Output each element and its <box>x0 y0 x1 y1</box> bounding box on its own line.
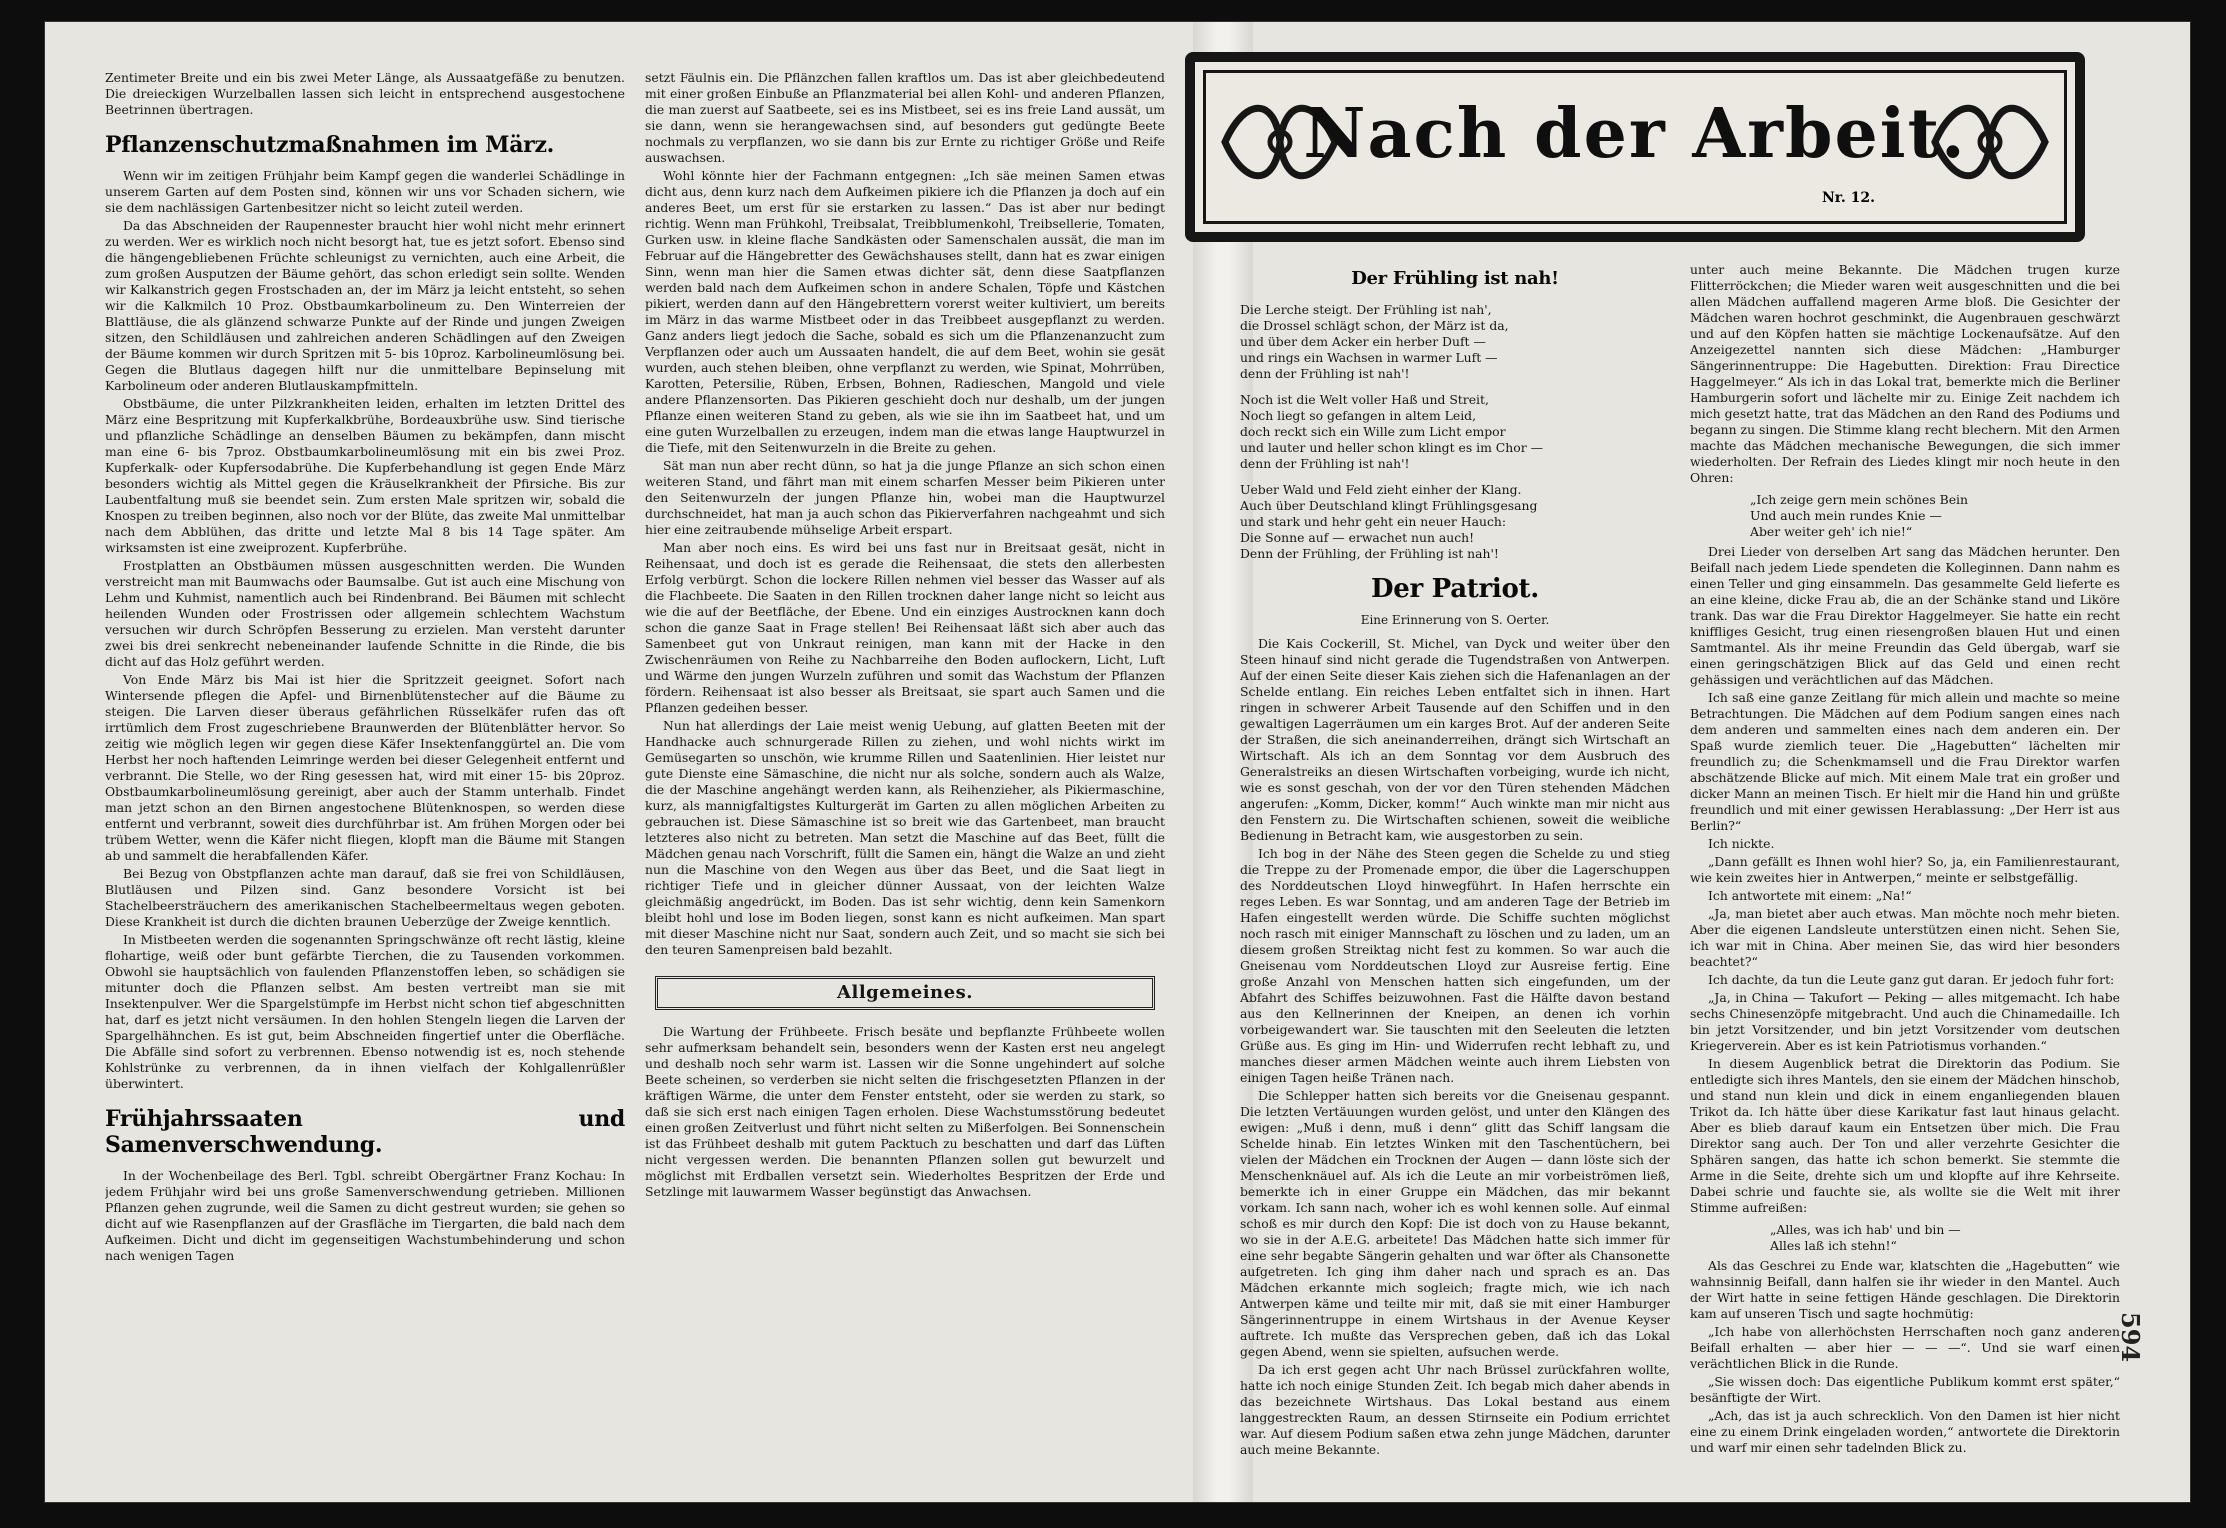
paragraph: Sät man nun aber recht dünn, so hat ja die junge Pflanze an sich schon einen weiteren Stand, und fährt man mit einem scharfen Messer beim Pikieren unter den Seitenwurzeln der jungen Pflanze hin, wobei man die Hauptwurzel durchschneidet, hat man ja auch schon das Pikierverfahren nachgeahmt und sich hier eine zeitraubende mühselige Arbeit erspart. <box>645 458 1165 537</box>
paragraph: unter auch meine Bekannte. Die Mädchen trugen kurze Flitterröckchen; die Mieder waren weit ausgeschnitten und die bei allen Mädchen auffallend mageren Arme bloß. Die Gesichter der Mädchen waren hochrot geschminkt, die Augenbrauen geschwärzt und auf den Köpfen hatten sie mächtige Lockenaufsätze. Auf den Anzeigezettel nannten sich diese Mädchen: „Hamburger Sängerinnentruppe: Die Hagebutten. Direktion: Frau Directice Haggelmeyer.“ Als ich in das Lokal trat, bemerkte mich die Berliner Hamburgerin sofort und lächelte mir zu. Einige Zeit nachdem ich mich gesetzt hatte, trat das Mädchen an den Rand des Podiums und begann zu singen. Die Stimme klang recht blechern. Mit den Armen machte das Mädchen mechanische Bewegungen, die sich immer wiederholten. Der Refrain des Liedes klingt mir noch heute in den Ohren: <box>1690 262 2120 485</box>
paragraph: Ich nickte. <box>1708 836 1775 851</box>
stanza-gap <box>1240 382 1670 392</box>
paragraph: In diesem Augenblick betrat die Direktorin das Podium. Sie entledigte sich ihres Mantels, den sie einem der Mädchen hinschob, und stand nun klein und dick in einem enganliegenden blauen Trikot da. Ich hätte über diese Karikatur fast laut hinaus gelacht. Aber es blieb darauf kaum ein Entsetzen über mich. Die Frau Direktor sang auch. Der Ton und aller verzehrte Gesichter die Sphären sangen, das hatte ich schon bemerkt. Sie stemmte die Arme in die Seite, drehte sich um und klopfte auf ihre Kehrseite. Dabei schrie und fauchte sie, als wollte sie die Welt mit ihrer Stimme aufreißen: <box>1690 1056 2120 1215</box>
column-intro: Zentimeter Breite und ein bis zwei Meter Länge, als Aussaatgefäße zu benutzen. Die dreieckigen Wurzelballen lassen sich leicht in entsprechend ausgestochene Beetrinnen übertragen. <box>105 70 625 117</box>
masthead-title: Nach der Arbeit. <box>1303 94 1967 174</box>
paragraph: In Mistbeeten werden die sogenannten Springschwänze oft recht lästig, kleine flohartige, weiß oder bunt gefärbte Tierchen, die zu Tausenden vorkommen. Obwohl sie hauptsächlich von faulenden Pflanzenstoffen leben, so schädigen sie mitunter doch die Pflanzen selbst. Am besten vertreibt man sie mit Insektenpulver. Wer die Spargelstümpfe im Herbst nicht schon tief abgeschnitten hat, darf es jetzt nicht versäumen. In den hohlen Stengeln liegen die Larven der Spargelhähnchen. Es ist gut, beim Abschneiden fingertief unter die Oberfläche. Die Abfälle sind sofort zu verbrennen. Ebenso notwendig ist es, noch stehende Kohlstrünke zu verbrennen, da in ihnen vielfach der Kohlgallenrüßler überwintert. <box>105 932 625 1091</box>
verse-line: Auch über Deutschland klingt Frühlingsgesang <box>1240 498 1538 513</box>
paragraph: Von Ende März bis Mai ist hier die Spritzzeit geeignet. Sofort nach Wintersende pflegen die Apfel- und Birnenblütenstecher auf die Bäume zu steigen. Die Larven dieser überaus gefährlichen Rüsselkäfer rufen das oft irrtümlich dem Frost zugeschriebene Braunwerden der Blütenblätter hervor. So zeitig wie möglich legen wir gegen diese Käfer Insektenfanggürtel an. Die vom Herbst her noch haftenden Leimringe werden bei dieser Gelegenheit entfernt und verbrannt. Die Stelle, wo der Ring gesessen hat, wird mit einer 15- bis 20proz. Obstbaumkarbolineumlösung gereinigt, aber auch der Stamm unterhalb. Findet man jetzt schon an den Birnen angestochene Blütenknospen, so werden diese entfernt und verbrannt, soweit dies durchführbar ist. Am frühen Morgen oder bei trübem Wetter, wenn die Käfer nicht fliegen, klopft man die Bäume mit Stangen ab und sammelt die herabfallenden Käfer. <box>105 672 625 863</box>
poem-title: Der Frühling ist nah! <box>1351 268 1559 289</box>
paragraph: Die Wartung der Frühbeete. Frisch besäte und bepflanzte Frühbeete wollen sehr aufmerksam behandelt sein, besonders wenn der Kasten erst neu angelegt und deshalb noch sehr warm ist. Lassen wir die Sonne ungehindert auf solche Beete scheinen, so verderben sie nicht selten die frischgesetzten Pflanzen in der kräftigen Wärme, die unter dem Fenster entsteht, oder sie werden zu stark, so daß sie sich erst nach einigen Tagen erholen. Diese Wachstumsstörung bedeutet einen großen Zeitverlust und führt nicht selten zu Mißerfolgen. Bei Sonnenschein ist das Frühbeet deshalb mit gutem Packtuch zu beschatten und darf das Lüften nicht vergessen werden. Die benannten Pflanzen sollen gut bewurzelt und möglichst mit Erdballen versetzt sein. Wiederholtes Bespritzen der Erde und Setzlinge mit lauwarmem Wasser begünstigt das Anwachsen. <box>645 1024 1165 1199</box>
headline-fruehjahrssaaten: Frühjahrssaaten und Samenverschwendung. <box>105 1106 625 1158</box>
verse-line: Die Sonne auf — erwachet nun auch! <box>1240 530 1475 545</box>
page-number: 594 <box>2116 1312 2145 1363</box>
verse-line: Alles laß ich stehn!“ <box>1770 1238 1897 1253</box>
paragraph: Wenn wir im zeitigen Frühjahr beim Kampf gegen die wanderlei Schädlinge in unserem Garten auf dem Posten sind, können wir uns vor Schaden sichern, wie sie dem nachlässigen Gartenbesitzer nicht so leicht zuteil werden. <box>105 168 625 215</box>
right-column-1 <box>1240 262 1670 1472</box>
verse-line: Aber weiter geh' ich nie!“ <box>1750 524 1913 539</box>
paragraph: Ich dachte, da tun die Leute ganz gut daran. Er jedoch fuhr fort: <box>1708 972 2115 987</box>
verse-line: Denn der Frühling, der Frühling ist nah'! <box>1240 546 1499 561</box>
paragraph: Nun hat allerdings der Laie meist wenig Uebung, auf glatten Beeten mit der Handhacke auch schnurgerade Rillen zu ziehen, und wohl nichts wirkt im Gemüsegarten so unschön, wie krumme Rillen und Saatenlinien. Hier leistet nur gute Dienste eine Sämaschine, die nicht nur als solche, sondern auch als Walze, die der Maschine angehängt werden kann, als Reihenzieher, als Pikiermaschine, kurz, als mannigfaltigstes Kulturgerät im Garten zu allen möglichen Arbeiten zu gebrauchen ist. Diese Sämaschine ist so breit wie das Gartenbeet, man braucht letzteres also nicht zu betreten. Man setzt die Maschine auf das Beet, füllt die Mädchen genau nach Vorschrift, füllt die Samen ein, hängt die Walze an und zieht nun die Maschine von den Wegen aus über das Beet, und die Saat liegt in richtiger Tiefe und in gleicher dünner Aussaat, von der leichten Walze gleichmäßig angedrückt, im Boden. Das ist sehr wichtig, denn kein Samenkorn bleibt hohl und lose im Boden liegen, sonst kann es nicht aufkeimen. Man spart mit dieser Maschine nicht nur Saat, sondern auch Zeit, und so macht sie sich bei den teuren Samenpreisen bald bezahlt. <box>645 718 1165 957</box>
paragraph: Obstbäume, die unter Pilzkrankheiten leiden, erhalten im letzten Drittel des März eine Bespritzung mit Kupferkalkbrühe, Bordeauxbrühe usw. Sind tierische und pflanzliche Schädlinge an denselben Bäumen zu bekämpfen, dann mischt man eine 6- bis 7proz. Obstbaumkarbolineumlösung mit ein bis zwei Proz. Kupferkalk- oder Kupfersodabrühe. Die Kupferbehandlung ist gegen Ende März besonders wichtig als Mittel gegen die Kräuselkrankheit der Pfirsiche. Bis zur Laubentfaltung muß sie beendet sein. Zum ersten Male spritzen wir, sobald die Knospen zu treiben beginnen, also noch vor der Blüte, das zweite Mal unmittelbar nach dem Abblühen, das dritte und letzte Mal 8 bis 14 Tage später. Am wirksamsten ist eine zweiprozent. Kupferbrühe. <box>105 396 625 555</box>
paragraph: In der Wochenbeilage des Berl. Tgbl. schreibt Obergärtner Franz Kochau: In jedem Frühjahr wird bei uns große Samenverschwendung getrieben. Millionen Pflanzen gehen zugrunde, weil die Samen zu dicht gestreut wurden; sie gehen so dicht auf wie Rasenpflanzen auf der Grasfläche im Tiergarten, die bald nach dem Aufkeimen. Dicht und dicht im gegenseitigen Wachstumbehinderung und schon nach wenigen Tagen <box>105 1168 625 1263</box>
right-column-2 <box>1690 262 2120 1472</box>
verse-line: denn der Frühling ist nah'! <box>1240 366 1410 381</box>
verse-line: und über dem Acker ein herber Duft — <box>1240 334 1486 349</box>
song-refrain-2 <box>1690 1222 2120 1254</box>
paragraph: „Sie wissen doch: Das eigentliche Publikum kommt erst später,“ besänftigte der Wirt. <box>1690 1374 2120 1405</box>
verse-line: die Drossel schlägt schon, der März ist da, <box>1240 318 1509 333</box>
story-byline: Eine Erinnerung von S. Oerter. <box>1360 613 1550 627</box>
paragraph: Die Kais Cockerill, St. Michel, van Dyck und weiter über den Steen hinauf sind nicht gerade die Tugendstraßen von Antwerpen. Auf der einen Seite dieser Kais ziehen sich die Hafenanlagen an der Schelde entlang. Ein reiches Leben entfaltet sich in ihnen. Hart ringen in schwerer Arbeit Tausende auf den Schiffen und in den gewaltigen Lagerräumen um ein karges Brot. Auf der anderen Seite der Straßen, die sich aneinanderreihen, drängt sich Wirtschaft an Wirtschaft. Als ich an dem Sonntag vor dem Ausbruch des Generalstreiks an diesen Wirtschaften vorbeiging, wurde ich nicht, wie es sonst geschah, von der vor den Türen stehenden Mädchen angerufen: „Komm, Dicker, komm!“ Auch winkte man mir nicht aus den Fenstern zu. Die Wirtschaften schienen, soweit die weibliche Bedienung in Betracht kam, wie ausgestorben zu sein. <box>1240 636 1670 843</box>
stanza-gap <box>1240 472 1670 482</box>
paragraph: Man aber noch eins. Es wird bei uns fast nur in Breitsaat gesät, nicht in Reihensaat, und doch ist es gerade die Reihensaat, die stets den allerbesten Erfolg verbürgt. Schon die lockere Rillen nehmen viel besser das Wasser auf als die Flachbeete. Die Saaten in den Rillen trocknen daher lange nicht so leicht aus wie die auf der Beetfläche, der Ebene. Und ein einziges Austrocknen kann doch schon die ganze Saat in Frage stellen! Bei Reihensaat läßt sich aber auch das Samenbeet gut von Unkraut reinigen, man kann mit der Hacke in den Zwischenräumen von Reihe zu Nachbarreihe den Boden auflockern, Licht, Luft und Wärme den jungen Wurzeln zuführen und somit das Wachstum der Pflanzen fördern. Reihensaat ist also besser als Breitsaat, sie spart auch Samen und die Pflanzen gedeihen besser. <box>645 540 1165 715</box>
verse-line: Ueber Wald und Feld zieht einher der Klang. <box>1240 482 1522 497</box>
left-column-1 <box>105 70 625 1470</box>
paragraph: Frostplatten an Obstbäumen müssen ausgeschnitten werden. Die Wunden verstreicht man mit Baumwachs oder Baumsalbe. Gut ist auch eine Mischung von Lehm und Kuhmist, namentlich auch bei Rindenbrand. Bei Bäumen mit schlecht heilenden Wunden oder Frostrissen oder allgemein schlechtem Wachstum versuchen wir durch Schröpfen Besserung zu erzielen. Man versteht darunter zwei bis drei senkrecht nebeneinander laufende Schnitte in die Rinde, die bis dicht auf das Holz geführt werden. <box>105 558 625 669</box>
left-column-2 <box>645 70 1165 1470</box>
paragraph: Drei Lieder von derselben Art sang das Mädchen herunter. Den Beifall nach jedem Liede spendeten die Kolleginnen. Dann nahm es einen Teller und ging einsammeln. Das gesammelte Geld lieferte es an eine kleine, dicke Frau ab, die an der Schänke stand und Liköre trank. Das war die Frau Direktor Haggelmeyer. Sie hatte ein recht kniffliges Gesicht, trug einen riesengroßen blauen Hut und einen Samtmantel. Als ihr meine Freundin das Geld übergab, warf sie einen geringschätzigen Blick auf das Geld und einen recht gehässigen und verächtlichen auf das Mädchen. <box>1690 544 2120 687</box>
paragraph: „Ich habe von allerhöchsten Herrschaften noch ganz anderen Beifall erhalten — aber hier — — —“. Und sie warf einen verächtlichen Blick in die Runde. <box>1690 1324 2120 1371</box>
paragraph: setzt Fäulnis ein. Die Pflänzchen fallen kraftlos um. Das ist aber gleichbedeutend mit einer großen Einbuße an Pflanzmaterial bei allen Kohl- und anderen Pflanzen, die man zuerst auf Saatbeete, sei es ins Mistbeet, sei es ins freie Land aussät, um sie dann, wenn sie herangewachsen sind, auf besonders gut gedüngte Beete nochmals zu verpflanzen, wo sie dann bis zur Ernte zu richtiger Größe und Reife auswachsen. <box>645 70 1165 165</box>
paragraph: Wohl könnte hier der Fachmann entgegnen: „Ich säe meinen Samen etwas dicht aus, denn kurz nach dem Aufkeimen pikiere ich die Pflanzen ja doch auf ein anderes Beet, um erst für sie erstarken zu lassen.“ Das ist aber nur bedingt richtig. Wenn man Frühkohl, Treibsalat, Treibblumenkohl, Treibsellerie, Tomaten, Gurken usw. in kleine flache Sandkästen oder Samenschalen aussät, die man im Februar auf die Hängebretter des Gewächshauses stellt, dann hat es zwar einigen Sinn, wenn man hier die Samen etwas dichter sät, denn diese Saatpflanzen werden bald nach dem Aufkeimen schon in andere Schalen, Töpfe und Kästchen pikiert, werden dann auf den Hängebrettern vorerst weiter kultiviert, um bereits im März in das warme Mistbeet oder in das Treibbeet ausgepflanzt zu werden. Ganz anders liegt jedoch die Sache, sobald es sich um die Pflanzenanzucht zum Verpflanzen oder auch um Aussaaten handelt, die auf dem Beet, wohin sie gesät wurden, auch stehen bleiben, ohne verpflanzt zu werden, wie Spinat, Mohrrüben, Karotten, Petersilie, Rüben, Erbsen, Bohnen, Radieschen, Mangold und viele andere Pflanzensorten. Das Pikieren geschieht doch nur deshalb, um der jungen Pflanze einen weiteren Stand zu geben, als wie sie ihn im Saatbeet hat, und um eine guten Wurzelballen zu erzeugen, indem man die etwas lange Hauptwurzel in die Tiefe, mit den Seitenwurzeln in die Breite zu gehen. <box>645 168 1165 455</box>
masthead-banner <box>1185 52 2085 242</box>
paragraph: Bei Bezug von Obstpflanzen achte man darauf, daß sie frei von Schildläusen, Blutläusen und Pilzen sind. Ganz besondere Vorsicht ist bei Stachelbeersträuchern des amerikanischen Stachelbeermeltaus wegen geboten. Diese Krankheit ist durch die dichten braunen Ueberzüge der Zweige kenntlich. <box>105 866 625 929</box>
poem-frueling <box>1240 302 1670 562</box>
verse-line: Noch liegt so gefangen in altem Leid, <box>1240 408 1477 423</box>
section-box-allgemeines: Allgemeines. <box>655 976 1155 1010</box>
paragraph: „Ach, das ist ja auch schrecklich. Von den Damen ist hier nicht eine zu einem Drink eingeladen worden,“ antwortete die Direktorin und warf mir einen sehr tadelnden Blick zu. <box>1690 1408 2120 1455</box>
verse-line: „Ich zeige gern mein schönes Bein <box>1750 492 1968 507</box>
verse-line: doch reckt sich ein Wille zum Licht empor <box>1240 424 1506 439</box>
paragraph: Als das Geschrei zu Ende war, klatschten die „Hagebutten“ wie wahnsinnig Beifall, dann halfen sie ihr wieder in den Mantel. Auch der Wirt hatte in seine fettigen Hände geschlagen. Die Direktorin kam auf unseren Tisch und sagte hochmütig: <box>1690 1258 2120 1321</box>
verse-line: „Alles, was ich hab' und bin — <box>1770 1222 1961 1237</box>
verse-line: und rings ein Wachsen in warmer Luft — <box>1240 350 1498 365</box>
paragraph: Da ich erst gegen acht Uhr nach Brüssel zurückfahren wollte, hatte ich noch einige Stunden Zeit. Ich begab mich daher abends in das bezeichnete Wirtshaus. Das Lokal bestand aus einem langgestreckten Raum, an dessen Stirnseite ein Podium errichtet war. Auf diesem Podium saßen etwa zehn junge Mädchen, darunter auch meine Bekannte. <box>1240 1362 1670 1457</box>
verse-line: Und auch mein rundes Knie — <box>1750 508 1942 523</box>
verse-line: Noch ist die Welt voller Haß und Streit, <box>1240 392 1489 407</box>
issue-number: Nr. 12. <box>1822 190 1875 206</box>
paragraph: Ich saß eine ganze Zeitlang für mich allein und machte so meine Betrachtungen. Die Mädchen auf dem Podium sangen eines nach dem anderen und sammelten eines nach dem anderen ein. Der Spaß wurde ziemlich teuer. Die „Hagebutten“ lächelten mir freundlich zu; die Schenkmamsell und die Frau Direktor warfen abschätzende Blicke auf mich. Mit einem Male trat ein großer und dicker Mann an meinen Tisch. Er hielt mir die Hand hin und grüßte freundlich und mit einer gewissen Herablassung: „Der Herr ist aus Berlin?“ <box>1690 690 2120 833</box>
verse-line: Die Lerche steigt. Der Frühling ist nah', <box>1240 302 1492 317</box>
verse-line: denn der Frühling ist nah'! <box>1240 456 1410 471</box>
paragraph: „Dann gefällt es Ihnen wohl hier? So, ja, ein Familienrestaurant, wie kein zweites hier in Antwerpen,“ meinte er selbstgefällig. <box>1690 854 2120 885</box>
song-refrain <box>1690 492 2120 540</box>
verse-line: und stark und hehr geht ein neuer Hauch: <box>1240 514 1507 529</box>
story-title: Der Patriot. <box>1371 574 1539 604</box>
newspaper-spread <box>45 22 2190 1502</box>
paragraph: „Ja, in China — Takufort — Peking — alles mitgemacht. Ich habe sechs Chinesenzöpfe mitgebracht. Und auch die Chinamedaille. Ich bin jetzt Vorsitzender, und bin jetzt Vorsitzender vom deutschen Kriegerverein. Aber es ist kein Patriotismus vorhanden.“ <box>1690 990 2120 1053</box>
verse-line: und lauter und heller schon klingt es im Chor — <box>1240 440 1543 455</box>
paragraph: Die Schlepper hatten sich bereits vor die Gneisenau gespannt. Die letzten Vertäuungen wurden gelöst, und unter den Klängen des ewigen: „Muß i denn, muß i denn“ glitt das Schiff langsam die Schelde hinab. Ein letztes Winken mit den Taschentüchern, bei vielen der Mädchen ein Trocknen der Augen — dann löste sich der Menschenknäuel auf. Als ich die Leute an mir vorbeiströmen ließ, bemerkte ich in einer Gruppe ein Mädchen, das mir bekannt vorkam. Ich sann nach, woher ich es wohl kennen solle. Auf einmal schoß es mir durch den Kopf: Die ist doch von zu Hause bekannt, wo sie in der A.E.G. arbeitete! Das Mädchen hatte sich immer für eine sehr begabte Sängerin gehalten und war öfter als Chansonette aufgetreten. Ich ging ihm daher nach und sprach es an. Das Mädchen erkannte mich sogleich; fragte mich, wie ich nach Antwerpen käme und teilte mir mit, daß sie mit einer Hamburger Sängerinnentruppe in einem Wirtshaus in der Avenue Keyser auftrete. Ich mußte das Versprechen geben, daß ich das Lokal gegen Abend, wenn sie spielten, aufsuchen werde. <box>1240 1088 1670 1359</box>
paragraph: Ich antwortete mit einem: „Na!“ <box>1708 888 1912 903</box>
paragraph: Ich bog in der Nähe des Steen gegen die Schelde zu und stieg die Treppe zu der Promenade empor, die über die Lagerschuppen des Norddeutschen Lloyd hinwegführt. In Hafen herrschte ein reges Leben. Es war Sonntag, und am anderen Tage der Betrieb im Hafen eingestellt werden würde. Die Schiffe suchten möglichst noch rasch mit einiger Mannschaft zu löschen und zu laden, um an diesem großen Streiktag nicht fest zu kommen. So war auch die Gneisenau vom Norddeutschen Lloyd zur Ausreise fertig. Eine große Anzahl von Menschen hatten sich eingefunden, um der Abfahrt des Schiffes beizuwohnen. Fast die Hälfte davon bestand aus den Kellnerinnen der Kneipen, an denen ich vorhin vorbeigewandert war. Sie tauschten mit den Seeleuten die letzten Grüße aus. Es ging im Hin- und Widerrufen recht lebhaft zu, und manches dieser armen Mädchen weinte auch ihrem Liebsten von einigen Tagen heiße Tränen nach. <box>1240 846 1670 1085</box>
paragraph: „Ja, man bietet aber auch etwas. Man möchte noch mehr bieten. Aber die eigenen Landsleute unterstützen einen nicht. Sehen Sie, ich war mit in China. Aber meinen Sie, das wird hier besonders beachtet?“ <box>1690 906 2120 969</box>
headline-pflanzenschutz: Pflanzenschutzmaßnahmen im März. <box>105 132 554 158</box>
paragraph: Da das Abschneiden der Raupennester braucht hier wohl nicht mehr erinnert zu werden. Wer es wirklich noch nicht besorgt hat, tue es jetzt sofort. Ebenso sind die hängengebliebenen Früchte schleunigst zu vernichten, auch eine Arbeit, die zum großen Ausputzen der Bäume gehört, das schon erledigt sein sollte. Wenden wir Kalkanstrich gegen Frostschaden an, der im März ja leicht entsteht, so sehen wir die Kalkmilch 10 Proz. Obstbaumkarbolineum zu. Den Winterreien der Blattläuse, die als glänzend schwarze Punkte auf der Rinde und jungen Zweigen sitzen, den Schildläusen und zahlreichen anderen Schädlingen auf den Zweigen der Bäume kommen wir durch Spritzen mit 5- bis 10proz. Karbolineumlösung bei. Gegen die Blutlaus dagegen hilft nur die unmittelbare Bepinselung mit Karbolineum oder anderen Blutlauskampfmitteln. <box>105 218 625 393</box>
